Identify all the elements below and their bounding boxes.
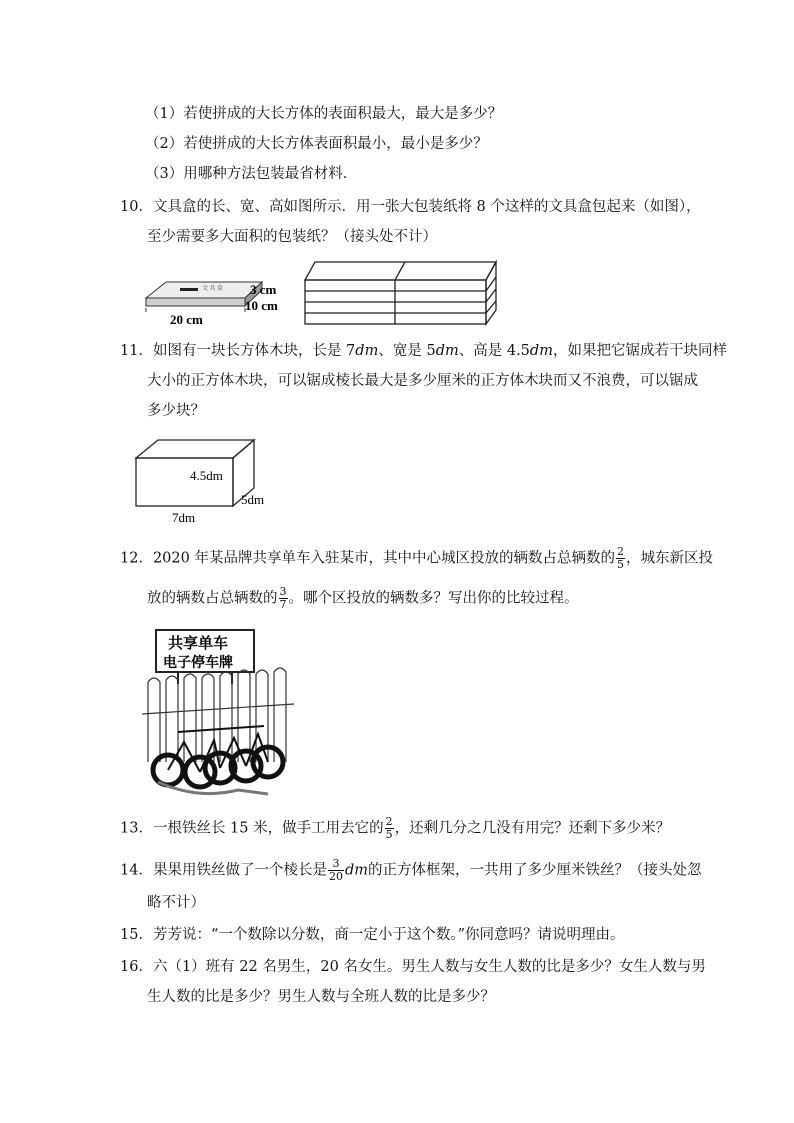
bikes xyxy=(153,747,283,787)
cuboid-width-label: 5dm xyxy=(241,492,265,507)
box-label-text: 文 具 盒 xyxy=(202,286,224,292)
pencil-box-figure xyxy=(146,282,278,327)
q14-line-1: 14．果果用铁丝做了一个棱长是 $\frac{3}{20}$ dm的正方体框架，一共用了多少厘米铁丝？（接头处忽 xyxy=(120,857,702,883)
fraction: $\frac{2}{5}$ xyxy=(385,815,393,841)
fraction: $\frac{2}{5}$ xyxy=(616,545,624,571)
q11-line-1: 11．如图有一块长方体木块，长是 7dm、宽是 5dm、高是 4.5dm，如果把它锯成若干块同样 xyxy=(120,343,727,359)
q12-bike-illustration xyxy=(138,622,308,800)
q10-line-1: 10．文具盒的长、宽、高如图所示．用一张大包装纸将 8 个这样的文具盒包起来（如图）， xyxy=(120,199,701,215)
box-height-label: 3 cm xyxy=(250,282,277,297)
sign-text-2: 电子停车牌 xyxy=(163,656,233,671)
q11-cuboid-figure xyxy=(128,436,278,528)
q9-part-1: （1）若使拼成的大长方体的表面积最大，最大是多少？ xyxy=(145,106,503,122)
box-width-label: 10 cm xyxy=(245,298,278,313)
q10-figure xyxy=(140,258,510,328)
q9-part-3: （3）用哪种方法包装最省材料． xyxy=(145,166,358,182)
cuboid-height-label: 4.5dm xyxy=(190,468,223,483)
q12-line-2: 放的辆数占总辆数的 $\frac{3}{7}$ 。哪个区投放的辆数多？写出你的比较过程。 xyxy=(147,585,579,611)
cuboid-length-label: 7dm xyxy=(172,510,196,525)
q16-line-2: 生人数的比是多少？男生人数与全班人数的比是多少？ xyxy=(147,989,495,1005)
q10-line-2: 至少需要多大面积的包装纸？（接头处不计） xyxy=(147,229,437,245)
fraction: $\frac{3}{20}$ xyxy=(328,857,343,883)
q9-part-2: （2）若使拼成的大长方体表面积最小，最小是多少？ xyxy=(145,136,488,152)
q13-line: 13．一根铁丝长 15 米，做手工用去它的 $\frac{2}{5}$ ，还剩几分之几没有用完？还剩下多少米？ xyxy=(120,815,671,841)
fraction: $\frac{3}{7}$ xyxy=(279,585,287,611)
sign-text-1: 共享单车 xyxy=(168,636,229,652)
q11-line-2: 大小的正方体木块，可以锯成棱长最大是多少厘米的正方体木块而又不浪费，可以锯成 xyxy=(147,373,698,389)
q12-line-1: 12．2020 年某品牌共享单车入驻某市，其中中心城区投放的辆数占总辆数的 $\frac{2}{5}$ ，城东新区投 xyxy=(120,545,713,571)
q14-line-2: 略不计） xyxy=(147,895,205,911)
box-length-label: 20 cm xyxy=(170,312,203,327)
q16-line-1: 16．六（1）班有 22 名男生，20 名女生。男生人数与女生人数的比是多少？女生人数与男 xyxy=(120,959,706,975)
q15-line: 15．芳芳说：“一个数除以分数，商一定小于这个数。”你同意吗？请说明理由。 xyxy=(120,927,625,943)
q11-line-3: 多少块？ xyxy=(147,403,205,419)
stacked-boxes-figure xyxy=(305,262,496,324)
